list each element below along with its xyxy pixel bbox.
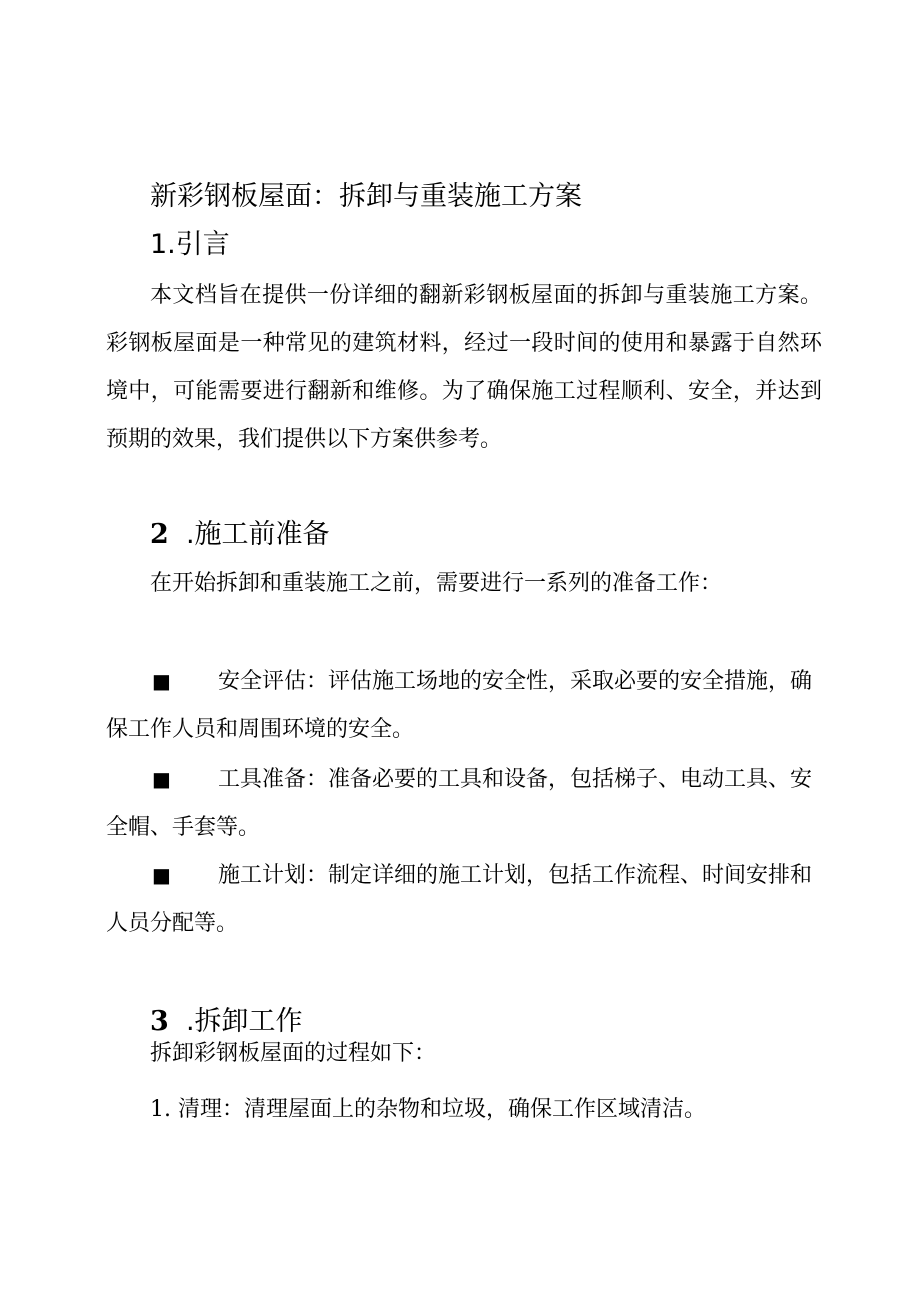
- section-3-heading: [150, 1006, 303, 1038]
- bullet-square-icon: ■: [152, 863, 171, 887]
- bullet-item-plan: [106, 851, 822, 948]
- step-item-clean: 1. 清理：清理屋面上的杂物和垃圾，确保工作区域清洁。: [150, 1097, 706, 1122]
- bullet-text: 工具准备：准备必要的工具和设备，包括梯子、电动工具、安全帽、手套等。: [106, 767, 813, 840]
- document-title: 新彩钢板屋面：拆卸与重装施工方案: [150, 181, 582, 212]
- section-2-heading: [150, 519, 330, 551]
- section-3-intro: 拆卸彩钢板屋面的过程如下：: [150, 1041, 437, 1066]
- bullet-item-safety: [106, 657, 822, 754]
- bullet-item-tools: [106, 755, 822, 852]
- bullet-text: 施工计划：制定详细的施工计划，包括工作流程、时间安排和人员分配等。: [106, 863, 813, 936]
- section-1-heading: 1.引言: [150, 229, 230, 260]
- bullet-square-icon: ■: [152, 669, 171, 693]
- section-2-intro: 在开始拆卸和重装施工之前，需要进行一系列的准备工作：: [150, 571, 723, 596]
- section-1-paragraph: 本文档旨在提供一份详细的翻新彩钢板屋面的拆卸与重装施工方案。彩钢板屋面是一种常见的建筑材料，经过一段时间的使用和暴露于自然环境中，可能需要进行翻新和维修。为了确保施工过程顺利、安全，并达到预期的效果，我们提供以下方案供参考。: [106, 283, 822, 452]
- section-2-title: .施工前准备: [185, 519, 330, 550]
- bullet-text: 安全评估：评估施工场地的安全性，采取必要的安全措施，确保工作人员和周围环境的安全。: [106, 669, 813, 742]
- bullet-square-icon: ■: [152, 767, 171, 791]
- section-2-number: 2: [150, 519, 169, 550]
- section-3-title: .拆卸工作: [185, 1006, 303, 1037]
- section-3-number: 3: [150, 1006, 169, 1037]
